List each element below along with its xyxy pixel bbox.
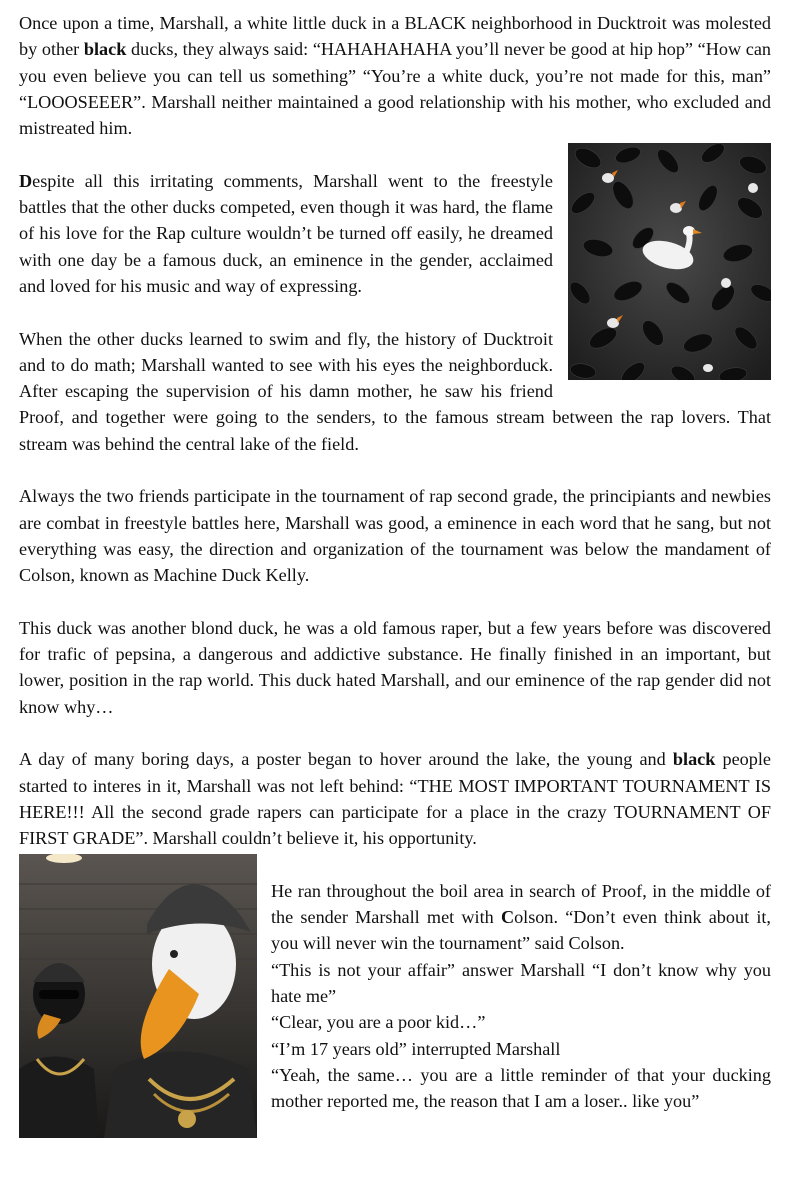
paragraph-despite: Despite all this irritating comments, Marshall went to the freestyle battles that the other ducks competed, even though it was hard, the flame of his love for the Rap culture wouldn’t be turned off easily, he dreamed with one day be a famous duck, an eminence in the gender, acclaimed and loved for his music and way of expressing.: [19, 170, 553, 296]
dialogue-line-1: “This is not your affair” answer Marshall “I don’t know why you hate me”: [271, 959, 771, 1006]
dialogue-line-4: “Yeah, the same… you are a little reminder of that your ducking mother reported me, the reason that I am a loser.. like you”: [271, 1064, 771, 1112]
rapper-ducks-illustration: [19, 854, 257, 1138]
image-rapper-ducks: [19, 854, 257, 1138]
document-page: [19, 10, 771, 1138]
duck-crowd-illustration: [568, 143, 771, 380]
paragraph-intro: Once upon a time, Marshall, a white little duck in a BLACK neighborhood in Ducktroit was molested by other black ducks, they always said: “HAHAHAHAHA you’ll never be good at hip hop” “How can you even believe you can tell us something” “You’re a white duck, you’re not made for this, man” “LOOOSEEER”. Marshall neither maintained a good relationship with his mother, who excluded and mistreated him.: [19, 13, 771, 139]
bold-word-black-2: black: [672, 749, 716, 770]
dialogue-line-2: “Clear, you are a poor kid…”: [271, 1012, 486, 1033]
paragraph-tournament: Always the two friends participate in the tournament of rap second grade, the principiants and newbies are combat in freestyle battles here, Marshall was good, a eminence in each word that he sang, but not everything was easy, the direction and organization of the tournament was below the mandament of Colson, known as Machine Duck Kelly.: [19, 486, 771, 586]
drop-letter: D: [19, 170, 33, 191]
bold-word-black: black: [83, 39, 127, 60]
paragraph-colson: This duck was another blond duck, he was a old famous raper, but a few years before was discovered for trafic of pepsina, a dangerous and addictive substance. He finally finished in an important, but lower, position in the rap world. This duck hated Marshall, and our eminence of the rap gender did not know why…: [19, 617, 771, 717]
paragraph-colson-meeting: He ran throughout the boil area in search of Proof, in the middle of the sender Marshall met with Colson. “Don’t even think about it, you will never win the tournament” said Colson.: [271, 880, 771, 954]
paragraph-poster: A day of many boring days, a poster began to hover around the lake, the young and black people started to interes in it, Marshall was not left behind: “THE MOST IMPORTANT TOURNAMENT IS HERE!!! All the second grade rapers can participate for a place in the crazy TOURNAMENT OF FIRST GRADE”. Marshall couldn’t believe it, his opportunity.: [19, 749, 771, 849]
paragraph-neighborduck: When the other ducks learned to swim and fly, the history of Ducktroit and to do math; Marshall wanted to see with his eyes the neighborduck. After escaping the supervision of his damn mother, he saw his friend Proof, and together were going to the senders, to the famous stream between the rap lovers. That stream was behind the central lake of the field.: [19, 328, 771, 454]
dialogue-line-3: “I’m 17 years old” interrupted Marshall: [271, 1038, 561, 1059]
image-white-duck-among-black-ducks: [568, 143, 771, 380]
